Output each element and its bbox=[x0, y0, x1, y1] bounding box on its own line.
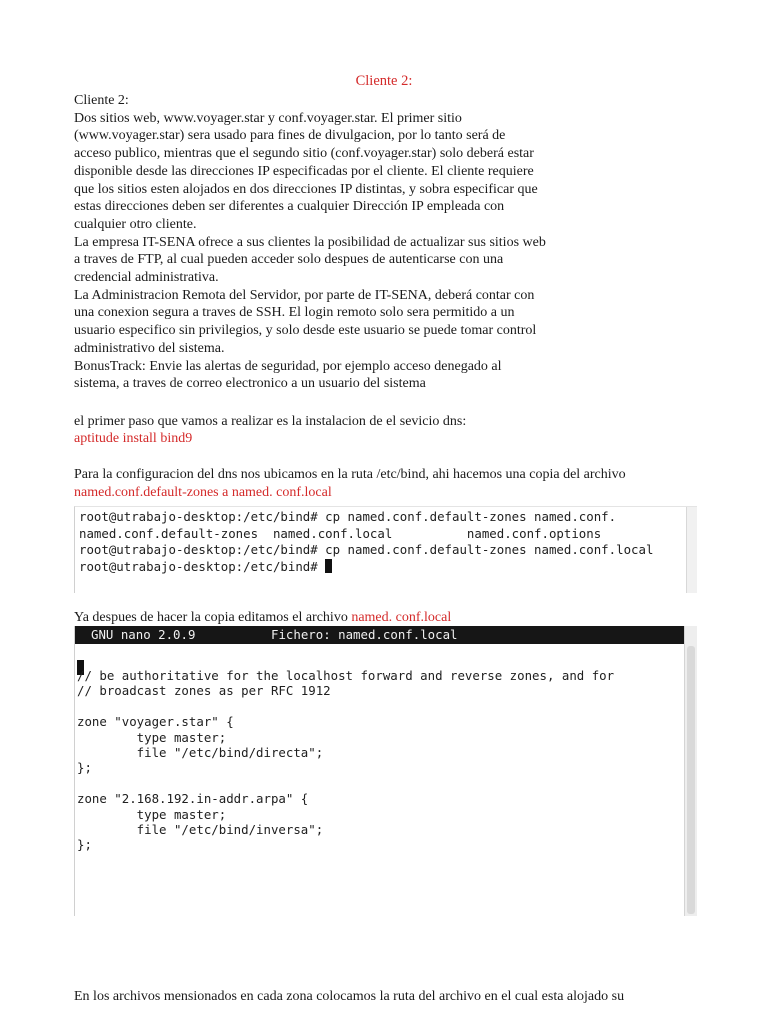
nano-scrollbar-thumb[interactable] bbox=[687, 646, 695, 914]
requirements-paragraph: Cliente 2: Dos sitios web, www.voyager.star y conf.voyager.star. El primer sitio (www.voyager.star) sera usado para fines de divulgacion, por lo tanto será de acceso publico, mientras que el segundo sitio (conf.voyager.star) solo deberá estar disponible desde las direcciones IP especificadas por el cliente. El cliente requiere que los sitios esten alojados en dos direcciones IP distintas, y sobra especificar que estas direcciones deben ser diferentes a cualquier Dirección IP empleada con cualquier otro cliente. La empresa IT-SENA ofrece a sus clientes la posibilidad de actualizar sus sitios web a traves de FTP, al cual pueden acceder solo despues de autenticarse con una credencial administrativa. La Administracion Remota del Servidor, por parte de IT-SENA, deberá contar con una conexion segura a traves de SSH. El login remoto solo sera permitido a un usuario especifico sin privilegios, y solo desde este usuario se puede tomar control administrativo del sistema. BonusTrack: Envie las alertas de seguridad, por ejemplo acceso denegado al sistema, a traves de correo electronico a un usuario del sistema bbox=[74, 93, 546, 392]
step3-text: Ya despues de hacer la copia editamos el archivo bbox=[74, 610, 352, 625]
nano-file-label: Fichero: named.conf.local bbox=[271, 627, 458, 642]
document-title: Cliente 2: bbox=[355, 73, 413, 89]
nano-version: GNU nano 2.0.9 bbox=[91, 627, 196, 642]
step1-command: aptitude install bind9 bbox=[74, 431, 193, 446]
terminal-line: root@utrabajo-desktop:/etc/bind# cp named.conf.default-zones named.conf. bbox=[79, 509, 617, 524]
step2-highlight: named.conf.default-zones a named. conf.local bbox=[74, 485, 332, 500]
terminal-line: named.conf.default-zones named.conf.local named.conf.options bbox=[79, 525, 602, 541]
nano-title-bar bbox=[75, 626, 697, 644]
terminal-screenshot bbox=[74, 506, 697, 593]
step3-line bbox=[74, 609, 451, 627]
step1-text: el primer paso que vamos a realizar es la instalacion de el sevicio dns: bbox=[74, 414, 467, 429]
terminal-line: root@utrabajo-desktop:/etc/bind# cp named.conf.default-zones named.conf.local bbox=[79, 542, 654, 558]
terminal-line: root@utrabajo-desktop:/etc/bind# bbox=[79, 558, 326, 574]
terminal-scrollbar[interactable] bbox=[686, 507, 697, 593]
terminal-cursor bbox=[325, 559, 332, 573]
nano-code: // be authoritative for the localhost forward and reverse zones, and for // broadcast zones as per RFC 1912 zone "voyager.star" { type master; file "/etc/bind/directa"; }; zone "2.168.192.in-addr.arpa" { type master; file "/etc/bind/inversa"; }; bbox=[77, 668, 615, 853]
step3-highlight: named. conf.local bbox=[351, 610, 452, 625]
step2-text: Para la configuracion del dns nos ubicamos en la ruta /etc/bind, ahi hacemos una copia del archivo bbox=[74, 467, 626, 482]
step4-text: En los archivos mensionados en cada zona colocamos la ruta del archivo en el cual esta alojado su bbox=[74, 989, 625, 1004]
terminal-output bbox=[79, 509, 679, 575]
nano-editor-screenshot bbox=[74, 626, 697, 916]
nano-scrollbar[interactable] bbox=[684, 626, 697, 916]
